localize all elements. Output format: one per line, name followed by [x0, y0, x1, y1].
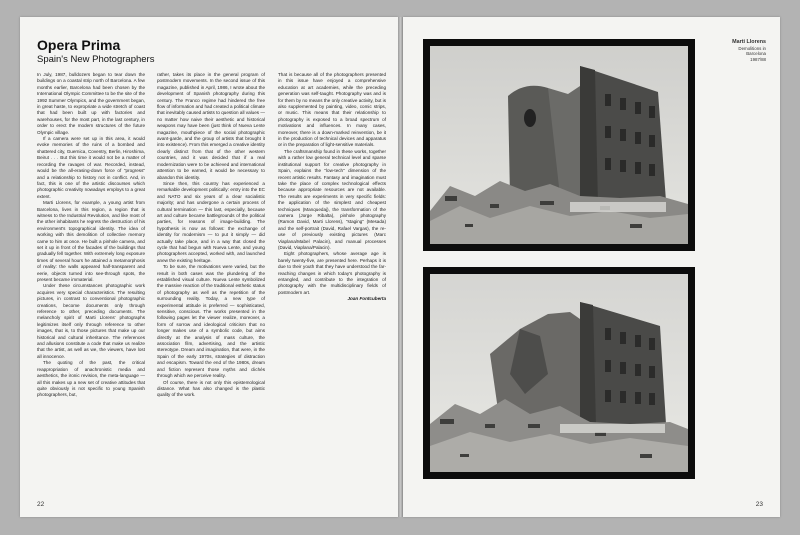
caption-line: Barcelona	[746, 51, 766, 57]
paragraph: Marti Llorens, for example, a young artist from Barcelona, lives in this region, a region that is witness to the Industrial Revolution, and like most of the other inhabitants he regrets the destruction of his environment's topographical identity. The idea of working with this demolition of collective memory came to him at once. He built a pinhole camera, and set it up in front of the facades of the buildings that gradually fell together. With extremely long exposure times of several hours he attained a metamorphosis of reality: the walls appeared half-transparent and eerie, objects turned into see-through spots, the present became immaterial.	[37, 200, 145, 282]
paragraph: If a camera were set up in this area, it would evoke memories of the ruins of a bombed and shattered city, Guernica, Coventry, Berlin, Hiroshima, Beirut . . . But this time it would not be a matter of recording the ravages of war. Recorded, instead, would be the all-erasing-down force of "progress" and a relationship to history not in conflict. And, in fact, this is one of the artistic discourses which photographic creativity nowadays employs to a great extent.	[37, 136, 145, 199]
article-subtitle: Spain's New Photographers	[37, 54, 155, 65]
right-page	[403, 17, 780, 517]
page-number-left: 22	[37, 501, 45, 508]
text-column-3	[278, 72, 386, 362]
paragraph: Of course, there is not only this epistemological distance. What has also changed is the plastic quality of the work.	[157, 379, 265, 398]
paragraph: To be sure, the motivations were varied, but the result in both cases was the plundering of the established visual culture. Nueva Lente symbolized the massive reaction of the traditional esthetic status of photography as well as the repetition of the surrounding reality. Today, a new type of experimental attitude is preferred — sophisticated, sensitive, conscious. The works presented in the following pages let the viewer realize, moreover, a form of sorrow and ideological criticism that no longer makes use of a symbolic code, but aims directly at the analysis of mass culture, the association film, advertising, and the artistic stereotype. Dream and imagination, that were, in the Spain of the early 1970s, strategies of distraction and escapism. Toward the end of the 1980s, dream and fiction represent those myths and clichés through which we perceive reality.	[157, 264, 265, 379]
photographer-name: Marti Llorens	[732, 39, 766, 45]
article-title: Opera Prima	[37, 37, 121, 53]
paragraph: rather, takes its place in the general program of postmodern movements. In the second issue of this magazine, published in April, 1986, I wrote about the development of Spanish photography during this century. The Franco regime had hindered the free flow of information and had created a political climate that inevitably caused artists to question all values — no matter how naive their aesthetic and historical weapons may have been (just think of Nueva Lente magazine, mouthpiece of the social photographic avant-garde, and the group of artists that brought it into existence). From this emerged a creative identity clearly distinct from that of the other western countries, and it was decided that if a real modernization were to be achieved and international attention to be earned, it would be necessary to abandon this identity.	[157, 72, 266, 180]
author-signature: Joan Fontcuberta	[347, 296, 386, 302]
demolition-photo-2	[423, 267, 695, 479]
paragraph: Since then, this country has experienced a remarkable development politically: entry into the EC and NATO and six years of a clear socialistic majority; and has undergone a certain process of cultural termination — this last, especially, because art and culture became battlegrounds of the political parties, for reasons of image-building. The hypothesis is now as follows: the exchange of identity for modernism — to put it simply — did actually take place, and in a way that closed the cycle that had begun with Nueva Lente, and young photographers accepted, worked with, and launched anew the existing heritage.	[157, 180, 265, 263]
paragraph: Eight photographers, whose average age is barely twenty-five, are presented here. Perhaps it is due to their youth that they have understood the far-reaching changes in which today's photography is entangled, and contribute to the integration of photography with the multidisciplinary fields of postmodern art.	[278, 251, 386, 295]
paragraph: In July, 1987, bulldozers began to tear down the buildings on a coastal strip north of Barcelona. A few months earlier, Barcelona had been chosen by the International Olympic Committee to be the site of the 1992 Summer Olympics, and the government began, in great haste, to expropriate a wide stretch of coast that had been built up with factories and warehouses, for the most part, in the last century, in order to erect the modern structures of the future Olympic village.	[37, 72, 145, 135]
paragraph: The craftsmanship found in these works, together with a rather low general technical level and sparse institutional support for creative photography in Spain, explains the "low-tech" dimension of the recent artistic results. Fantasy and imagination must take the place of complex technological effects because appropriate resources are not available. The results are experiments in very specific fields: the application of the simplest and cheapest techniques (Manquedaj), the transformation of the camera (Jorge Ribalta), pinhole photography (Ramon David, Marti Llorens), "staging" (Mesada) and the self-portrait (David, Rafael Vargas), the re-use of previously existing pictures (Marc Viaplana/Mabel Palacin), and manual processes (David, Viaplana/Palacin).	[278, 148, 386, 250]
photo-caption	[732, 40, 766, 62]
left-page	[20, 17, 398, 517]
demolition-photo-1	[423, 39, 695, 251]
text-column-1	[37, 72, 145, 507]
paragraph: That is because all of the photographers presented in this issue have enjoyed a comprehensive education at art academies, while the preceding generation was self-taught. Photography was and is for them by no means the only creative activity, but is also supplemented by painting, video, comic strips, or music. This means that their relationship to photography is exposed to a broad spectrum of motivations and influences. In many cases, moreover, there is a down-marked reinvention, be it in the production of technical devices and apparatus or in the preparation of light-sensitive materials.	[278, 72, 386, 148]
text-column-2	[157, 72, 266, 398]
page-number-right: 23	[755, 501, 763, 508]
caption-line: Demolitions in	[738, 45, 766, 51]
caption-line: 1987/88	[750, 56, 766, 62]
paragraph: The quoting of the past, the critical reappropriation of anachronistic media and aesthetics, the ironic revision, the meta-language — all this makes up a new set of creative attitudes that quite obviously is not specific to young Spanish photographers, but,	[37, 360, 145, 398]
paragraph: Under these circumstances photographic work acquires very special characteristics. The resulting pictures, in contrast to conventional photographic creations, become documents only through reference to other, preceding documents. The melancholy spirit of Marti Llorens' photographs legitimizes itself only through reference to other images, that is, to those pictures that make up our historical and cultural inheritance. The references and allusions constitute a code that make us realize that the artist, as well as we, the viewers, have lost all innocence.	[37, 283, 145, 359]
